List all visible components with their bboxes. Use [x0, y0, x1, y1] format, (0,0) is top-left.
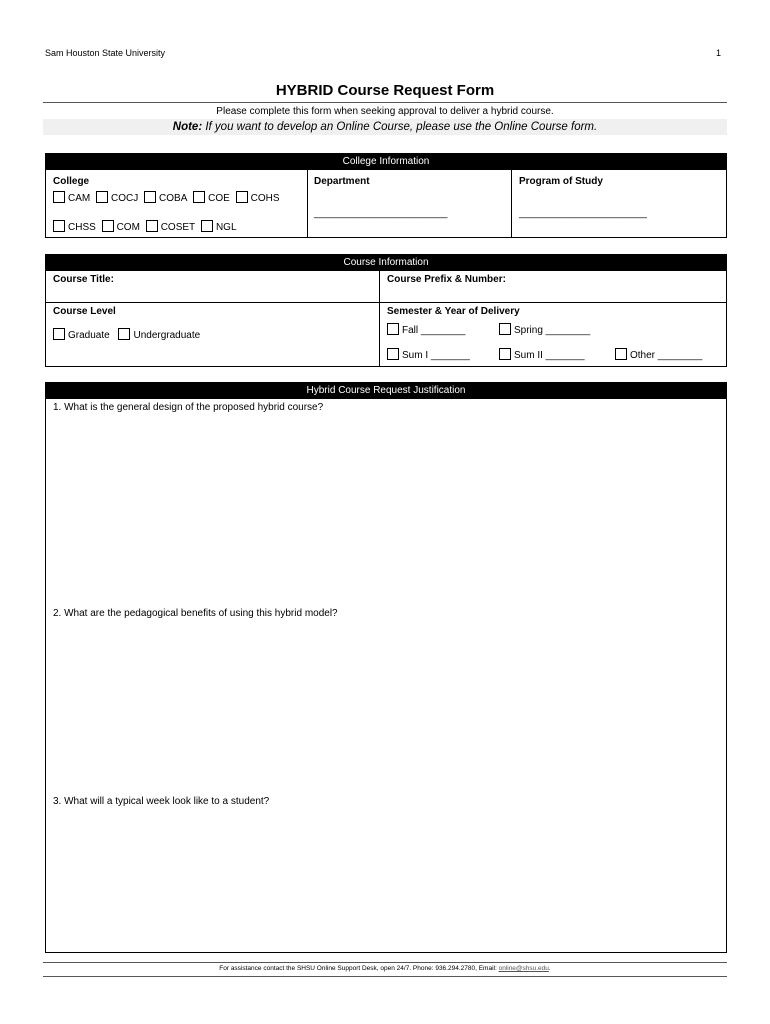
- checkbox[interactable]: [236, 191, 248, 203]
- checkbox[interactable]: [96, 191, 108, 203]
- college-option[interactable]: NGL: [201, 222, 237, 233]
- justification-section-bar: Hybrid Course Request Justification: [46, 383, 726, 399]
- answer-2-area[interactable]: [47, 623, 725, 793]
- footer-divider-bottom: [43, 976, 727, 977]
- support-email-link[interactable]: online@shsu.edu: [498, 965, 549, 972]
- checkbox[interactable]: [387, 348, 399, 360]
- answer-1-area[interactable]: [47, 417, 725, 602]
- level-option-graduate[interactable]: Graduate: [53, 330, 110, 341]
- checkbox[interactable]: [118, 328, 130, 340]
- semester-label: Semester & Year of Delivery: [387, 306, 520, 317]
- college-option[interactable]: COE: [193, 193, 230, 204]
- semester-fall[interactable]: Fall ________: [387, 323, 465, 336]
- checkbox[interactable]: [53, 328, 65, 340]
- college-option[interactable]: CHSS: [53, 222, 96, 233]
- college-label: College: [53, 176, 90, 187]
- college-row-1: [53, 191, 280, 204]
- checkbox[interactable]: [102, 220, 114, 232]
- header-institution: Sam Houston State University: [45, 48, 166, 58]
- department-label: Department: [314, 176, 370, 187]
- form-title: HYBRID Course Request Form: [275, 82, 495, 99]
- program-field[interactable]: _______________________: [519, 208, 647, 219]
- college-option[interactable]: COBA: [144, 193, 187, 204]
- level-option-undergraduate[interactable]: Undergraduate: [118, 330, 200, 341]
- program-label: Program of Study: [519, 176, 603, 187]
- question-1: 1. What is the general design of the proposed hybrid course?: [53, 402, 324, 413]
- college-row-2: [53, 220, 237, 233]
- checkbox[interactable]: [499, 323, 511, 335]
- semester-sum2[interactable]: Sum II _______: [499, 348, 585, 361]
- checkbox[interactable]: [193, 191, 205, 203]
- semester-spring[interactable]: Spring ________: [499, 323, 590, 336]
- checkbox[interactable]: [201, 220, 213, 232]
- course-section-bar: Course Information: [46, 255, 726, 271]
- question-2: 2. What are the pedagogical benefits of using this hybrid model?: [53, 608, 338, 619]
- note-text: If you want to develop an Online Course, please use the Online Course form.: [202, 121, 598, 133]
- college-option[interactable]: COHS: [236, 193, 280, 204]
- footer-divider-top: [43, 962, 727, 963]
- col-divider: [379, 271, 380, 367]
- answer-3-area[interactable]: [47, 811, 725, 951]
- row-divider: [46, 302, 726, 303]
- course-level-options: [53, 328, 200, 341]
- course-title-label: Course Title:: [53, 274, 114, 285]
- college-option[interactable]: COM: [102, 222, 140, 233]
- checkbox[interactable]: [387, 323, 399, 335]
- checkbox[interactable]: [146, 220, 158, 232]
- form-subtitle: Please complete this form when seeking approval to deliver a hybrid course.: [216, 106, 554, 117]
- course-section: [45, 254, 727, 367]
- checkbox[interactable]: [144, 191, 156, 203]
- college-option[interactable]: COSET: [146, 222, 195, 233]
- col-divider: [307, 170, 308, 238]
- justification-section: [45, 382, 727, 953]
- note-label: Note:: [172, 121, 203, 133]
- checkbox[interactable]: [499, 348, 511, 360]
- semester-other[interactable]: Other ________: [615, 348, 702, 361]
- college-option[interactable]: CAM: [53, 193, 90, 204]
- department-field[interactable]: ________________________: [314, 208, 448, 219]
- checkbox[interactable]: [53, 220, 65, 232]
- checkbox[interactable]: [615, 348, 627, 360]
- semester-sum1[interactable]: Sum I _______: [387, 348, 470, 361]
- page-number: 1: [716, 48, 722, 58]
- col-divider: [511, 170, 512, 238]
- footer-text: For assistance contact the SHSU Online Support Desk, open 24/7. Phone: 936.294.2780, Email: online@shsu.edu.: [219, 965, 551, 972]
- course-level-label: Course Level: [53, 306, 116, 317]
- title-divider: [43, 102, 727, 103]
- college-section-bar: College Information: [46, 154, 726, 170]
- college-option[interactable]: COCJ: [96, 193, 138, 204]
- checkbox[interactable]: [53, 191, 65, 203]
- note-banner: [43, 119, 727, 135]
- question-3: 3. What will a typical week look like to a student?: [53, 796, 270, 807]
- course-prefix-label: Course Prefix & Number:: [387, 274, 506, 285]
- college-section: [45, 153, 727, 238]
